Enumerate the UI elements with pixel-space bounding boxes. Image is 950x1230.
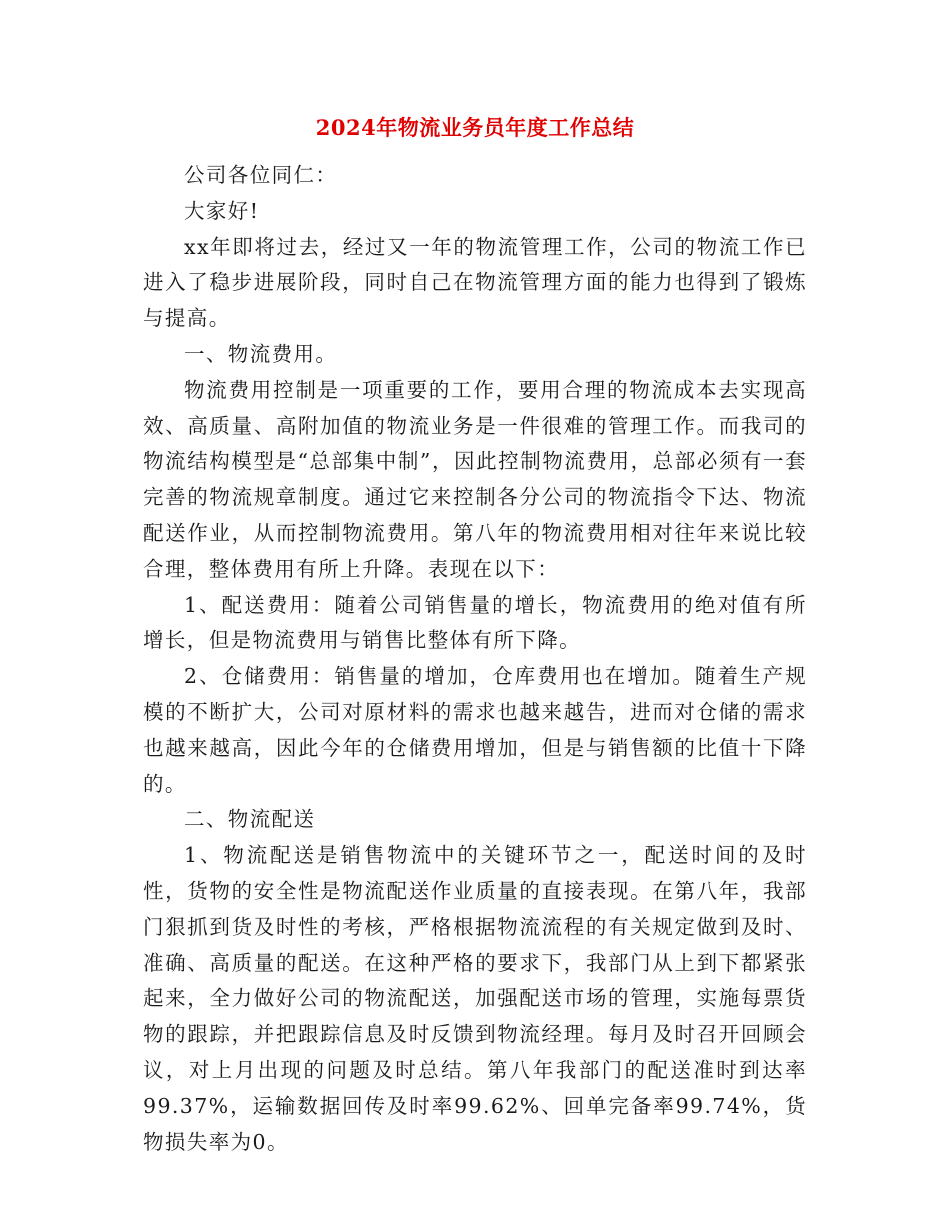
delivery-cost-paragraph: 1、配送费用：随着公司销售量的增长，物流费用的绝对值有所增长，但是物流费用与销售比整体有所下降。 bbox=[143, 592, 807, 653]
section-heading-logistics-delivery: 二、物流配送 bbox=[184, 807, 316, 832]
intro-paragraph: xx年即将过去，经过又一年的物流管理工作，公司的物流工作已进入了稳步进展阶段，同时自己在物流管理方面的能力也得到了锻炼与提高。 bbox=[143, 234, 807, 331]
salutation-line: 大家好! bbox=[184, 198, 260, 223]
document-title: 2024年物流业务员年度工作总结 bbox=[315, 115, 635, 140]
logistics-delivery-paragraph: 1、物流配送是销售物流中的关键环节之一，配送时间的及时性，货物的安全性是物流配送作业质量的直接表现。在第八年，我部门狠抓到货及时性的考核，严格根据物流流程的有关规定做到及时、准确、高质量的配送。在这种严格的要求下，我部门从上到下都紧张起来，全力做好公司的物流配送，加强配送市场的管理，实施每票货物的跟踪，并把跟踪信息及时反馈到物流经理。每月及时召开回顾会议，对上月出现的问题及时总结。第八年我部门的配送准时到达率99.37%，运输数据回传及时率99.62%、回单完备率99.74%，货物损失率为0。 bbox=[143, 843, 807, 1154]
storage-cost-paragraph: 2、仓储费用：销售量的增加，仓库费用也在增加。随着生产规模的不断扩大，公司对原材料的需求也越来越告，进而对仓储的需求也越来越高，因此今年的仓储费用增加，但是与销售额的比值十下降的。 bbox=[143, 664, 807, 796]
logistics-cost-paragraph: 物流费用控制是一项重要的工作，要用合理的物流成本去实现高效、高质量、高附加值的物流业务是一件很难的管理工作。而我司的物流结构模型是“总部集中制”，因此控制物流费用，总部必须有一套完善的物流规章制度。通过它来控制各分公司的物流指令下达、物流配送作业，从而控制物流费用。第八年的物流费用相对往年来说比较合理，整体费用有所上升降。表现在以下： bbox=[143, 377, 807, 581]
document-body bbox=[143, 158, 807, 1160]
greeting-line: 公司各位同仁： bbox=[184, 163, 338, 187]
section-heading-logistics-cost: 一、物流费用。 bbox=[184, 341, 338, 366]
